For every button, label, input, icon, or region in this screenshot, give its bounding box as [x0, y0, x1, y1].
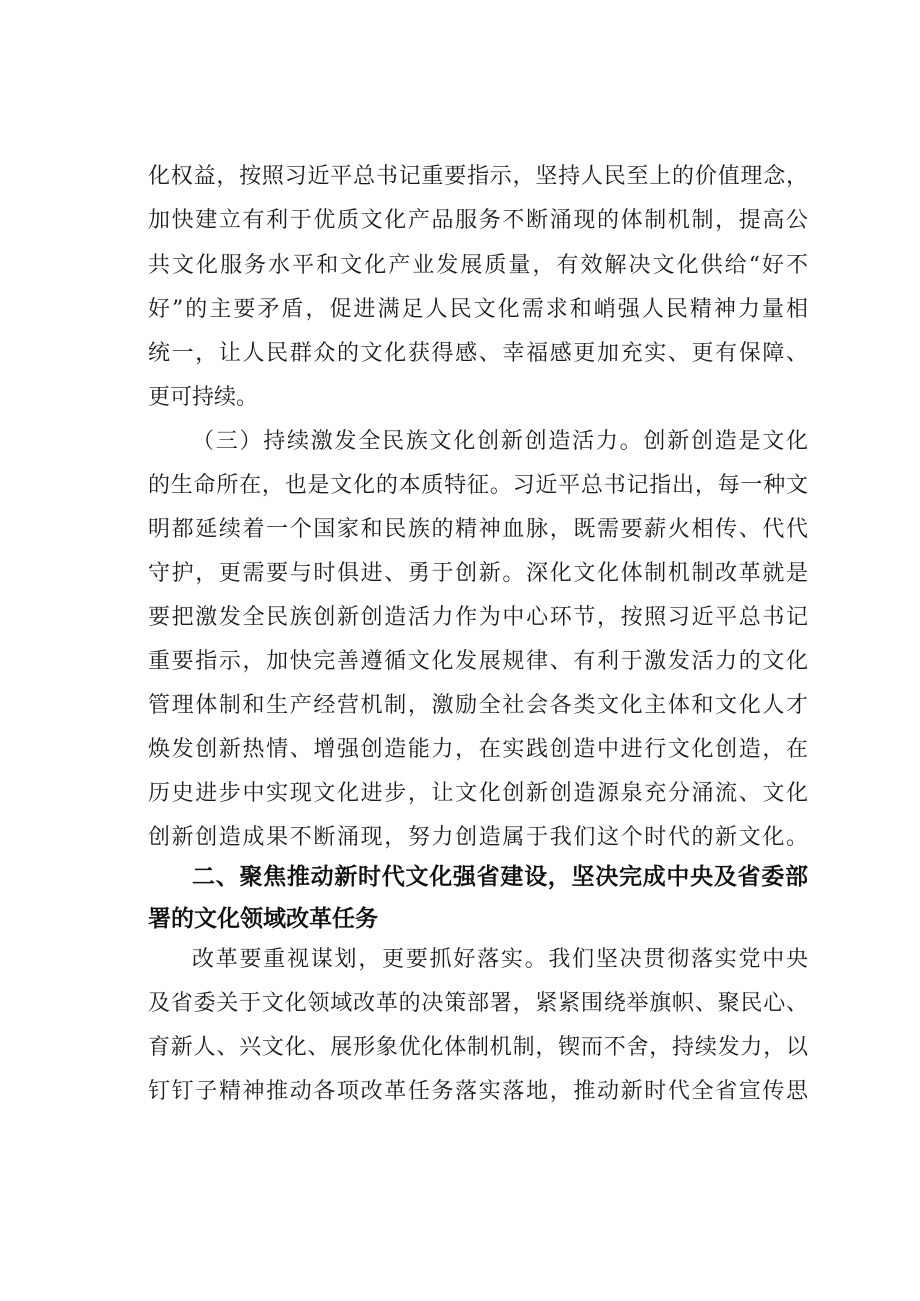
paragraph-line: 化权益，按照习近平总书记重要指示，坚持人民至上的价值理念， — [148, 164, 808, 189]
paragraph-line: 更可持续。 — [148, 385, 259, 410]
paragraph-line: 改革要重视谋划，更要抓好落实。我们坚决贯彻落实党中央 — [192, 947, 808, 972]
subsection-heading-line: （三）持续激发全民族文化创新创造活力。创新创造是文化 — [192, 429, 808, 454]
paragraph-line: 焕发创新热情、增强创造能力，在实践创造中进行文化创造，在 — [148, 737, 808, 762]
paragraph-line: 的生命所在，也是文化的本质特征。习近平总书记指出，每一种文 — [148, 473, 808, 498]
paragraph-line: 管理体制和生产经营机制，激励全社会各类文化主体和文化人才 — [148, 693, 808, 718]
paragraph-line: 守护，更需要与时俱进、勇于创新。深化文化体制机制改革就是 — [148, 561, 808, 586]
section-heading-line: 署的文化领域改革任务 — [148, 906, 378, 932]
paragraph-line: 共文化服务水平和文化产业发展质量，有效解决文化供给“好不 — [148, 253, 808, 278]
paragraph-line: 加快建立有利于优质文化产品服务不断涌现的体制机制，提高公 — [148, 208, 808, 233]
paragraph-line: 统一，让人民群众的文化获得感、幸福感更加充实、更有保障、 — [148, 341, 808, 366]
paragraph-line: 明都延续着一个国家和民族的精神血脉，既需要薪火相传、代代 — [148, 517, 808, 542]
paragraph-line: 好”的主要矛盾，促进满足人民文化需求和峭强人民精神力量相 — [148, 297, 808, 322]
paragraph-line: 要把激发全民族创新创造活力作为中心环节，按照习近平总书记 — [148, 605, 808, 630]
paragraph-line: 历史进步中实现文化进步，让文化创新创造源泉充分涌流、文化 — [148, 781, 808, 806]
paragraph-line: 育新人、兴文化、展形象优化体制机制，锲而不舍，持续发力，以 — [148, 1035, 808, 1060]
paragraph-line: 创新创造成果不断涌现，努力创造属于我们这个时代的新文化。 — [148, 825, 808, 850]
paragraph-line: 钉钉子精神推动各项改革任务落实落地，推动新时代全省宣传思 — [148, 1079, 808, 1104]
section-heading-line: 二、聚焦推动新时代文化强省建设，坚决完成中央及省委部 — [192, 864, 808, 890]
paragraph-line: 及省委关于文化领域改革的决策部署，紧紧围绕举旗帜、聚民心、 — [148, 991, 808, 1016]
paragraph-line: 重要指示，加快完善遵循文化发展规律、有利于激发活力的文化 — [148, 649, 808, 674]
